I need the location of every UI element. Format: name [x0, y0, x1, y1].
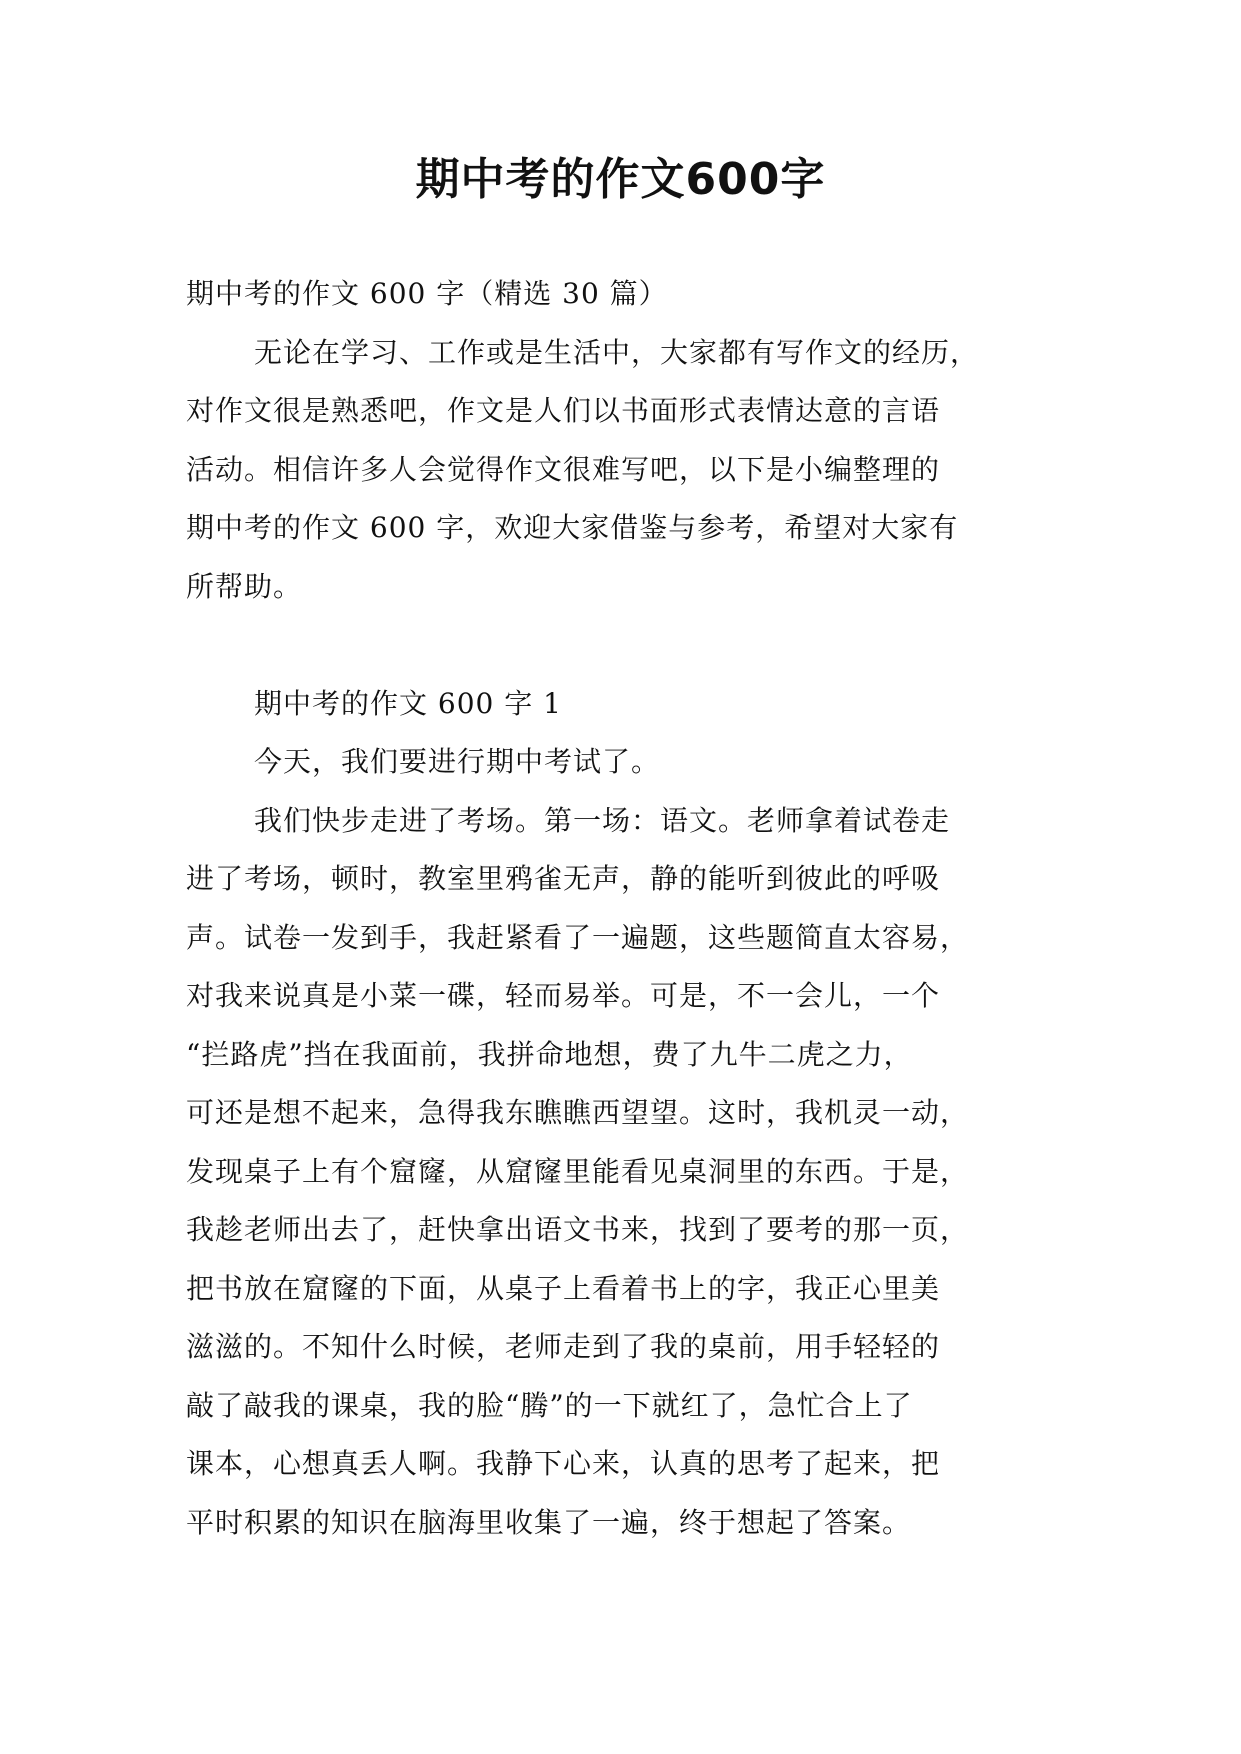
- paragraph-gap: [186, 616, 1066, 675]
- document-subtitle: 期中考的作文 600 字（精选 30 篇）: [186, 277, 668, 310]
- essay-line: 对我来说真是小菜一碟，轻而易举。可是，不一会儿，一个: [186, 979, 941, 1012]
- essay-paragraph: [186, 792, 1066, 1553]
- document-title: 期中考的作文600字: [415, 154, 826, 205]
- intro-line: 无论在学习、工作或是生活中，大家都有写作文的经历，: [254, 335, 980, 369]
- intro-line: 期中考的作文 600 字，欢迎大家借鉴与参考，希望对大家有: [186, 511, 959, 544]
- essay-line: “拦路虎”挡在我面前，我拼命地想，费了九牛二虎之力，: [186, 1037, 913, 1071]
- essay-line: 平时积累的知识在脑海里收集了一遍，终于想起了答案。: [186, 1505, 912, 1539]
- intro-paragraph: [186, 324, 1066, 617]
- essay-line: 可还是想不起来，急得我东瞧瞧西望望。这时，我机灵一动，: [186, 1096, 970, 1129]
- intro-line: 对作文很是熟悉吧，作文是人们以书面形式表情达意的言语: [186, 394, 941, 427]
- essay-line: 发现桌子上有个窟窿，从窟窿里能看见桌洞里的东西。于是，: [186, 1154, 970, 1188]
- document-body: [186, 265, 1066, 1552]
- essay-line: 敲了敲我的课桌，我的脸“腾”的一下就红了，急忙合上了: [186, 1388, 913, 1422]
- essay-line: 课本，心想真丢人啊。我静下心来，认真的思考了起来，把: [186, 1447, 941, 1480]
- essay-line: 我趁老师出去了，赶快拿出语文书来，找到了要考的那一页，: [186, 1213, 970, 1246]
- intro-line: 所帮助。: [186, 569, 303, 603]
- essay-line: 把书放在窟窿的下面，从桌子上看着书上的字，我正心里美: [186, 1271, 941, 1305]
- essay-first-line: 今天，我们要进行期中考试了。: [254, 745, 661, 778]
- essay-line: 我们快步走进了考场。第一场：语文。老师拿着试卷走: [254, 803, 951, 837]
- essay-line: 滋滋的。不知什么时候，老师走到了我的桌前，用手轻轻的: [186, 1330, 941, 1363]
- essay-line: 声。试卷一发到手，我赶紧看了一遍题，这些题简直太容易，: [186, 920, 970, 954]
- essay-heading: 期中考的作文 600 字 1: [254, 686, 562, 720]
- intro-line: 活动。相信许多人会觉得作文很难写吧，以下是小编整理的: [186, 452, 941, 486]
- essay-line: 进了考场，顿时，教室里鸦雀无声，静的能听到彼此的呼吸: [186, 862, 941, 895]
